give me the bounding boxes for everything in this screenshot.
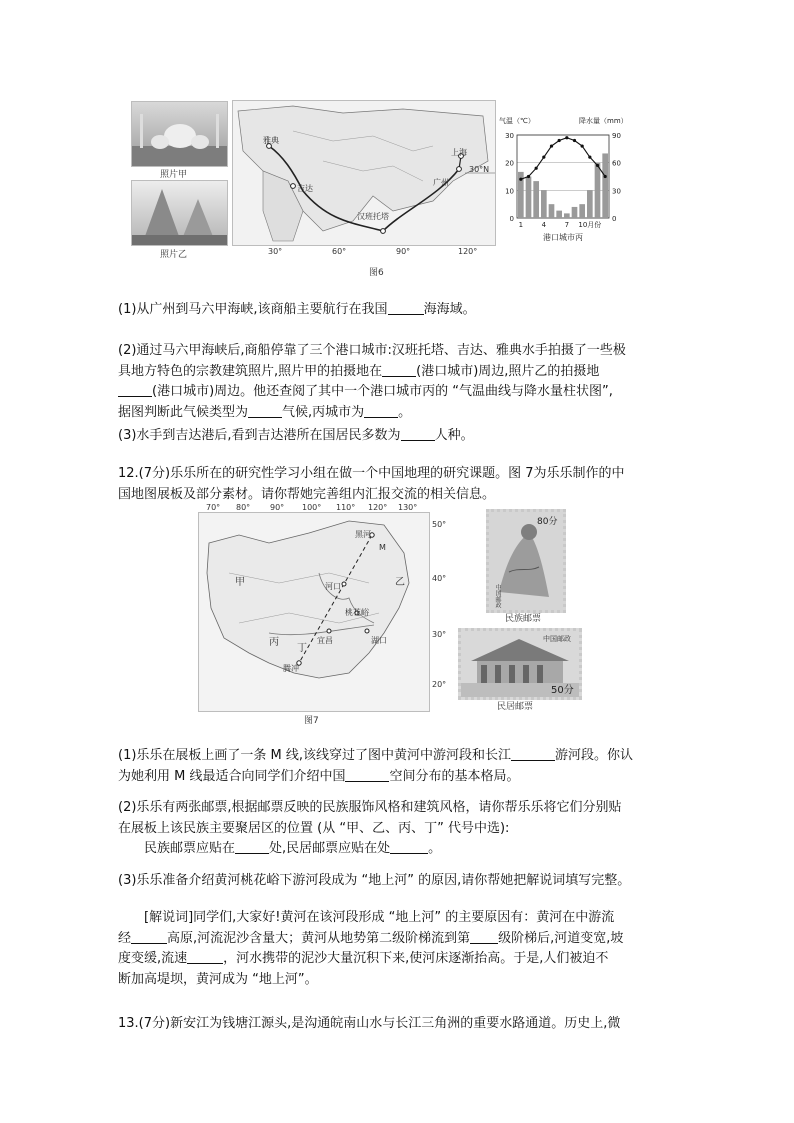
figure-7-caption: 图7 — [304, 716, 319, 726]
place-taohuayu: 桃花峪 — [345, 608, 369, 617]
q12-intro-line1: 12.(7分)乐乐所在的研究性学习小组在做一个中国地理的研究课题。图 7为乐乐制作的中 — [118, 466, 625, 481]
q12-p1-blank-1[interactable] — [511, 746, 555, 761]
photo-jia-caption: 照片甲 — [160, 170, 188, 180]
q12-p1-line1-a: (1)乐乐在展板上画了一条 M 线,该线穿过了图中黄河中游河段和长江 — [118, 748, 512, 763]
stamp1-value: 80分 — [537, 517, 558, 527]
map-lat-50: 50° — [432, 520, 447, 529]
q11-p2-blank-1[interactable] — [382, 362, 416, 377]
region-yi: 乙 — [395, 577, 405, 588]
temp-tick-label: 10 — [505, 187, 514, 196]
precip-bar — [541, 190, 547, 218]
q12-exp-line2-a: 经 — [118, 930, 132, 946]
precip-bar — [556, 211, 562, 218]
temp-point — [527, 175, 530, 178]
climate-chart-svg — [497, 115, 637, 250]
temp-point — [535, 167, 538, 170]
q11-p2-line1: (2)通过马六甲海峡后,商船停靠了三个港口城市:汉班托塔、吉达、雅典水手拍摄了一些极 — [118, 343, 626, 358]
region-jia: 甲 — [235, 577, 245, 588]
map-lon-120: 120° — [368, 503, 388, 512]
q12-p2-blank-2[interactable] — [390, 839, 428, 854]
map-lon-90: 90° — [270, 503, 285, 512]
map-lon-130: 130° — [398, 503, 418, 512]
region-ding: 丁 — [297, 643, 307, 654]
temp-point — [573, 139, 576, 142]
precip-bar — [587, 190, 593, 218]
precip-bar — [572, 207, 578, 218]
map-lon-80: 80° — [236, 503, 251, 512]
q11-p2-line2-a: 具地方特色的宗教建筑照片,照片甲的拍摄地在 — [118, 363, 383, 379]
q12-exp-line1: [解说词]同学们,大家好!黄河在该河段形成 “地上河” 的主要原因有：黄河在中游流 — [144, 910, 615, 925]
lon-label-60: 60° — [332, 247, 347, 256]
q12-exp-line2-c: 级阶梯后,河道变宽,坡 — [498, 930, 624, 946]
q12-part3 — [118, 871, 678, 892]
q11-p1-text-a: (1)从广州到马六甲海峡,该商船主要航行在我国 — [118, 302, 388, 317]
q12-p2-line3-b: 处,民居邮票应贴在处 — [269, 841, 391, 856]
q11-p2-line3-a: (港口城市)周边。他还查阅了其中一个港口城市丙的 “气温曲线与降水量柱状图”, — [152, 384, 613, 399]
q11-p2-blank-4[interactable] — [364, 403, 398, 418]
q11-p2-blank-3[interactable] — [248, 403, 282, 418]
temp-point — [596, 164, 599, 167]
latitude-label: 30°N — [469, 165, 490, 174]
place-yichang: 宜昌 — [317, 636, 333, 645]
temp-tick-label: 30 — [505, 132, 514, 140]
q12-p1-line2-a: 为她利用 M 线最适合向同学们介绍中国 — [118, 768, 346, 784]
precip-bar — [526, 177, 532, 219]
lon-label-30: 30° — [268, 247, 283, 256]
q12-exp-line2-b: 高原,河流泥沙含量大；黄河从地势第二级阶梯流到第 — [167, 930, 471, 946]
mosque-image — [132, 102, 227, 166]
temp-point — [558, 139, 561, 142]
q12-p2-line3-a: 民族邮票应贴在 — [144, 841, 236, 856]
temp-tick-label: 0 — [509, 215, 514, 223]
temp-point — [550, 144, 553, 147]
temp-axis-title: 气温（℃） — [499, 117, 535, 125]
q11-p2-blank-2[interactable] — [118, 382, 152, 397]
q12-p2-line2: 在展板上该民族主要聚居区的位置 (从 “甲、乙、丙、丁” 代号中选): — [118, 820, 510, 836]
climate-chart-caption: 港口城市丙 — [543, 233, 583, 242]
q11-p3-blank[interactable] — [401, 426, 435, 441]
lon-label-120: 120° — [458, 247, 478, 256]
region-bing: 丙 — [269, 637, 279, 648]
figure-6-caption: 图6 — [369, 268, 384, 278]
temp-point — [565, 136, 568, 139]
map-lon-110: 110° — [336, 503, 356, 512]
q12-exp-blank-2[interactable] — [470, 929, 498, 944]
dwelling-stamp — [458, 628, 582, 700]
q12-p2-line1: (2)乐乐有两张邮票,根据邮票反映的民族服饰风格和建筑风格，请你帮乐乐将它们分别贴 — [118, 800, 622, 815]
lon-label-90: 90° — [396, 247, 411, 256]
photo-yi — [131, 180, 228, 246]
q11-part1 — [118, 300, 678, 321]
precip-axis-title: 降水量（mm） — [579, 117, 628, 125]
temp-line — [521, 138, 605, 180]
precip-tick-label: 60 — [612, 159, 621, 168]
precip-tick-label: 0 — [612, 215, 617, 223]
photo-yi-caption: 照片乙 — [160, 250, 188, 260]
climate-chart — [497, 115, 637, 250]
ethnic-stamp — [486, 509, 566, 613]
precip-bar — [549, 204, 555, 218]
temp-point — [542, 156, 545, 159]
month-tick-label: 7 — [564, 221, 570, 229]
china-map-drawing — [199, 513, 429, 711]
stamp1-country: 中国邮政 — [494, 584, 501, 608]
temp-point — [604, 175, 607, 178]
precip-bar — [564, 213, 570, 218]
map-lat-30: 30° — [432, 630, 447, 639]
q12-p2-blank-1[interactable] — [235, 839, 269, 854]
precip-tick-label: 90 — [612, 132, 621, 140]
q11-part2 — [118, 341, 678, 423]
precip-bar — [579, 204, 585, 218]
stamp2-value: 50分 — [551, 685, 574, 696]
q12-part1 — [118, 746, 678, 787]
q11-p3-text-a: (3)水手到吉达港后,看到吉达港所在国居民多数为 — [118, 428, 401, 443]
china-map — [198, 512, 430, 712]
precip-bar — [533, 181, 539, 218]
city-label-athens: 雅典 — [263, 136, 279, 145]
q12-intro-line2: 国地图展板及部分素材。请你帮她完善组内汇报交流的相关信息。 — [118, 486, 496, 502]
city-label-shanghai: 上海 — [451, 148, 467, 157]
q13-intro — [118, 1014, 678, 1035]
route-map-drawing — [233, 101, 495, 245]
map-lon-70: 70° — [206, 503, 221, 512]
q11-p2-line4-c: 。 — [398, 404, 412, 420]
month-tick-label: 1 — [518, 221, 524, 229]
map-lat-40: 40° — [432, 574, 447, 583]
q11-part3 — [118, 426, 678, 447]
q12-explanation — [118, 908, 678, 990]
route-map — [232, 100, 496, 246]
map-lat-20: 20° — [432, 680, 447, 689]
city-label-hambantota: 汉班托塔 — [357, 212, 389, 221]
precip-bar — [602, 153, 608, 218]
city-label-guangzhou: 广州 — [433, 178, 449, 187]
photo-jia — [131, 101, 228, 167]
q11-p2-line2-b: (港口城市)周边,照片乙的拍摄地 — [416, 363, 600, 379]
q11-p1-text-b: 海海域。 — [423, 302, 476, 317]
place-hukou: 湖口 — [371, 636, 387, 645]
q12-p2-line3-c: 。 — [428, 841, 442, 856]
q12-exp-blank-1[interactable] — [131, 929, 167, 944]
temple-image — [132, 181, 227, 245]
q12-exp-blank-3[interactable] — [187, 949, 223, 964]
q12-p1-blank-2[interactable] — [345, 767, 389, 782]
precip-tick-label: 30 — [612, 187, 621, 196]
temp-point — [581, 144, 584, 147]
q12-exp-line3-a: 度变缓,流速 — [118, 951, 188, 966]
q12-p1-line2-b: 空间分布的基本格局。 — [389, 768, 520, 784]
place-tengchong: 腾冲 — [283, 664, 299, 673]
q12-exp-line3-b: ，河水携带的泥沙大量沉积下来,使河床逐渐抬高。于是,人们被迫不 — [223, 951, 609, 966]
q12-part2 — [118, 798, 678, 860]
city-label-jeddah: 吉达 — [297, 184, 313, 193]
stamp2-country: 中国邮政 — [543, 635, 571, 643]
precip-bar — [595, 163, 601, 218]
q11-p1-blank[interactable] — [388, 300, 424, 315]
q12-p3-text: (3)乐乐准备介绍黄河桃花峪下游河段成为 “地上河” 的原因,请你帮她把解说词填写完整。 — [118, 873, 631, 888]
q13-line1: 13.(7分)新安江为钱塘江源头,是沟通皖南山水与长江三角洲的重要水路通道。历史上,微 — [118, 1016, 621, 1031]
month-tick-label: 4 — [541, 221, 547, 229]
temp-point — [588, 156, 591, 159]
map-lon-100: 100° — [302, 503, 322, 512]
q12-p1-line1-b: 游河段。你认 — [555, 748, 634, 763]
q11-p2-line4-b: 气候,丙城市为 — [282, 404, 365, 420]
stamp2-caption: 民居邮票 — [497, 702, 534, 712]
stamp1-caption: 民族邮票 — [505, 614, 542, 624]
q11-p2-line4-a: 据图判断此气候类型为 — [118, 404, 249, 420]
month-tick-label: 10月份 — [578, 221, 602, 229]
q11-p3-text-b: 人种。 — [434, 428, 474, 443]
temp-tick-label: 20 — [505, 159, 514, 168]
q12-intro — [118, 464, 678, 505]
place-heihe: 黑河 — [355, 530, 371, 539]
q12-exp-line4: 断加高堤坝，黄河成为 “地上河”。 — [118, 971, 318, 987]
temp-point — [519, 178, 522, 181]
place-hekou: 河口 — [325, 582, 341, 591]
place-m: M — [379, 543, 386, 552]
